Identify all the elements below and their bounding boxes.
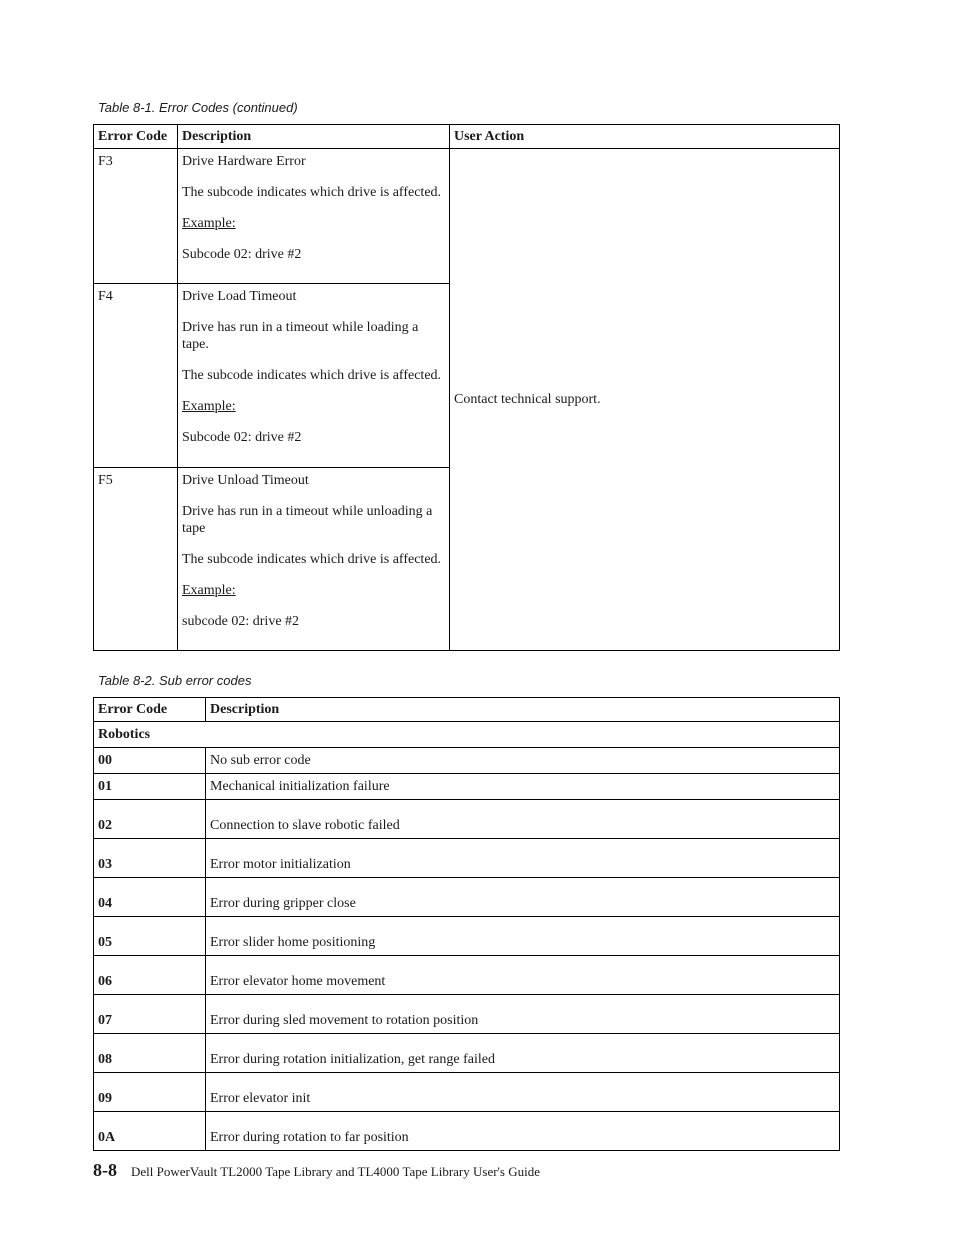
table-row — [94, 748, 840, 774]
description-line: The subcode indicates which drive is affected. — [182, 552, 442, 567]
sub-code-cell: 0A — [94, 1112, 206, 1151]
description-cell — [178, 284, 450, 468]
sub-code-cell: 09 — [94, 1073, 206, 1112]
sub-description-cell: Error during sled movement to rotation position — [206, 995, 840, 1034]
header-error-code: Error Code — [94, 698, 206, 722]
group-row — [94, 722, 840, 748]
table-header-row — [94, 698, 840, 722]
sub-code-cell: 06 — [94, 956, 206, 995]
example-text: Subcode 02: drive #2 — [182, 247, 302, 262]
error-codes-table — [93, 124, 840, 651]
table-row — [94, 1073, 840, 1112]
table-row — [94, 1112, 840, 1151]
description-line: Drive has run in a timeout while loading a tape. — [182, 320, 419, 352]
example-text: subcode 02: drive #2 — [182, 614, 300, 629]
description-title: Drive Hardware Error — [182, 154, 306, 169]
table-header-row — [94, 125, 840, 149]
document-title: Dell PowerVault TL2000 Tape Library and TL4000 Tape Library User's Guide — [131, 1164, 540, 1179]
description-title: Drive Load Timeout — [182, 289, 297, 304]
example-text: Subcode 02: drive #2 — [182, 430, 302, 445]
sub-description-cell: Error elevator init — [206, 1073, 840, 1112]
header-error-code: Error Code — [94, 125, 178, 149]
sub-code-cell: 07 — [94, 995, 206, 1034]
description-title: Drive Unload Timeout — [182, 473, 309, 488]
table-row — [94, 839, 840, 878]
sub-description-cell: Mechanical initialization failure — [206, 774, 840, 800]
error-code-cell: F4 — [94, 284, 178, 468]
table-row — [94, 800, 840, 839]
sub-description-cell: Error elevator home movement — [206, 956, 840, 995]
table-row — [94, 774, 840, 800]
description-cell — [178, 468, 450, 651]
sub-code-cell: 01 — [94, 774, 206, 800]
header-user-action: User Action — [450, 125, 840, 149]
description-line: Drive has run in a timeout while unloading a tape — [182, 504, 433, 536]
sub-description-cell: Connection to slave robotic failed — [206, 800, 840, 839]
description-cell — [178, 149, 450, 284]
sub-code-cell: 05 — [94, 917, 206, 956]
sub-code-cell: 08 — [94, 1034, 206, 1073]
sub-description-cell: Error motor initialization — [206, 839, 840, 878]
error-code-cell: F5 — [94, 468, 178, 651]
table2-caption: Table 8-2. Sub error codes — [98, 673, 252, 688]
example-label: Example: — [182, 216, 236, 231]
table-row — [94, 917, 840, 956]
table-row — [94, 1034, 840, 1073]
description-line: The subcode indicates which drive is affected. — [182, 185, 442, 200]
sub-code-cell: 04 — [94, 878, 206, 917]
table1-caption: Table 8-1. Error Codes (continued) — [98, 100, 298, 115]
sub-description-cell: Error during rotation to far position — [206, 1112, 840, 1151]
user-action-cell: Contact technical support. — [450, 149, 840, 651]
sub-code-cell: 02 — [94, 800, 206, 839]
table-row — [94, 149, 840, 284]
example-label: Example: — [182, 399, 236, 414]
description-line: The subcode indicates which drive is affected. — [182, 368, 442, 383]
example-label: Example: — [182, 583, 236, 598]
sub-description-cell: Error during rotation initialization, get range failed — [206, 1034, 840, 1073]
table-row — [94, 995, 840, 1034]
error-code-cell: F3 — [94, 149, 178, 284]
sub-code-cell: 00 — [94, 748, 206, 774]
sub-description-cell: Error slider home positioning — [206, 917, 840, 956]
sub-error-codes-table — [93, 697, 840, 1151]
group-label: Robotics — [94, 722, 840, 748]
sub-description-cell: No sub error code — [206, 748, 840, 774]
table-row — [94, 878, 840, 917]
header-description: Description — [206, 698, 840, 722]
page-footer — [93, 1160, 540, 1181]
page-number: 8-8 — [93, 1160, 117, 1180]
table-row — [94, 956, 840, 995]
sub-code-cell: 03 — [94, 839, 206, 878]
sub-description-cell: Error during gripper close — [206, 878, 840, 917]
header-description: Description — [178, 125, 450, 149]
